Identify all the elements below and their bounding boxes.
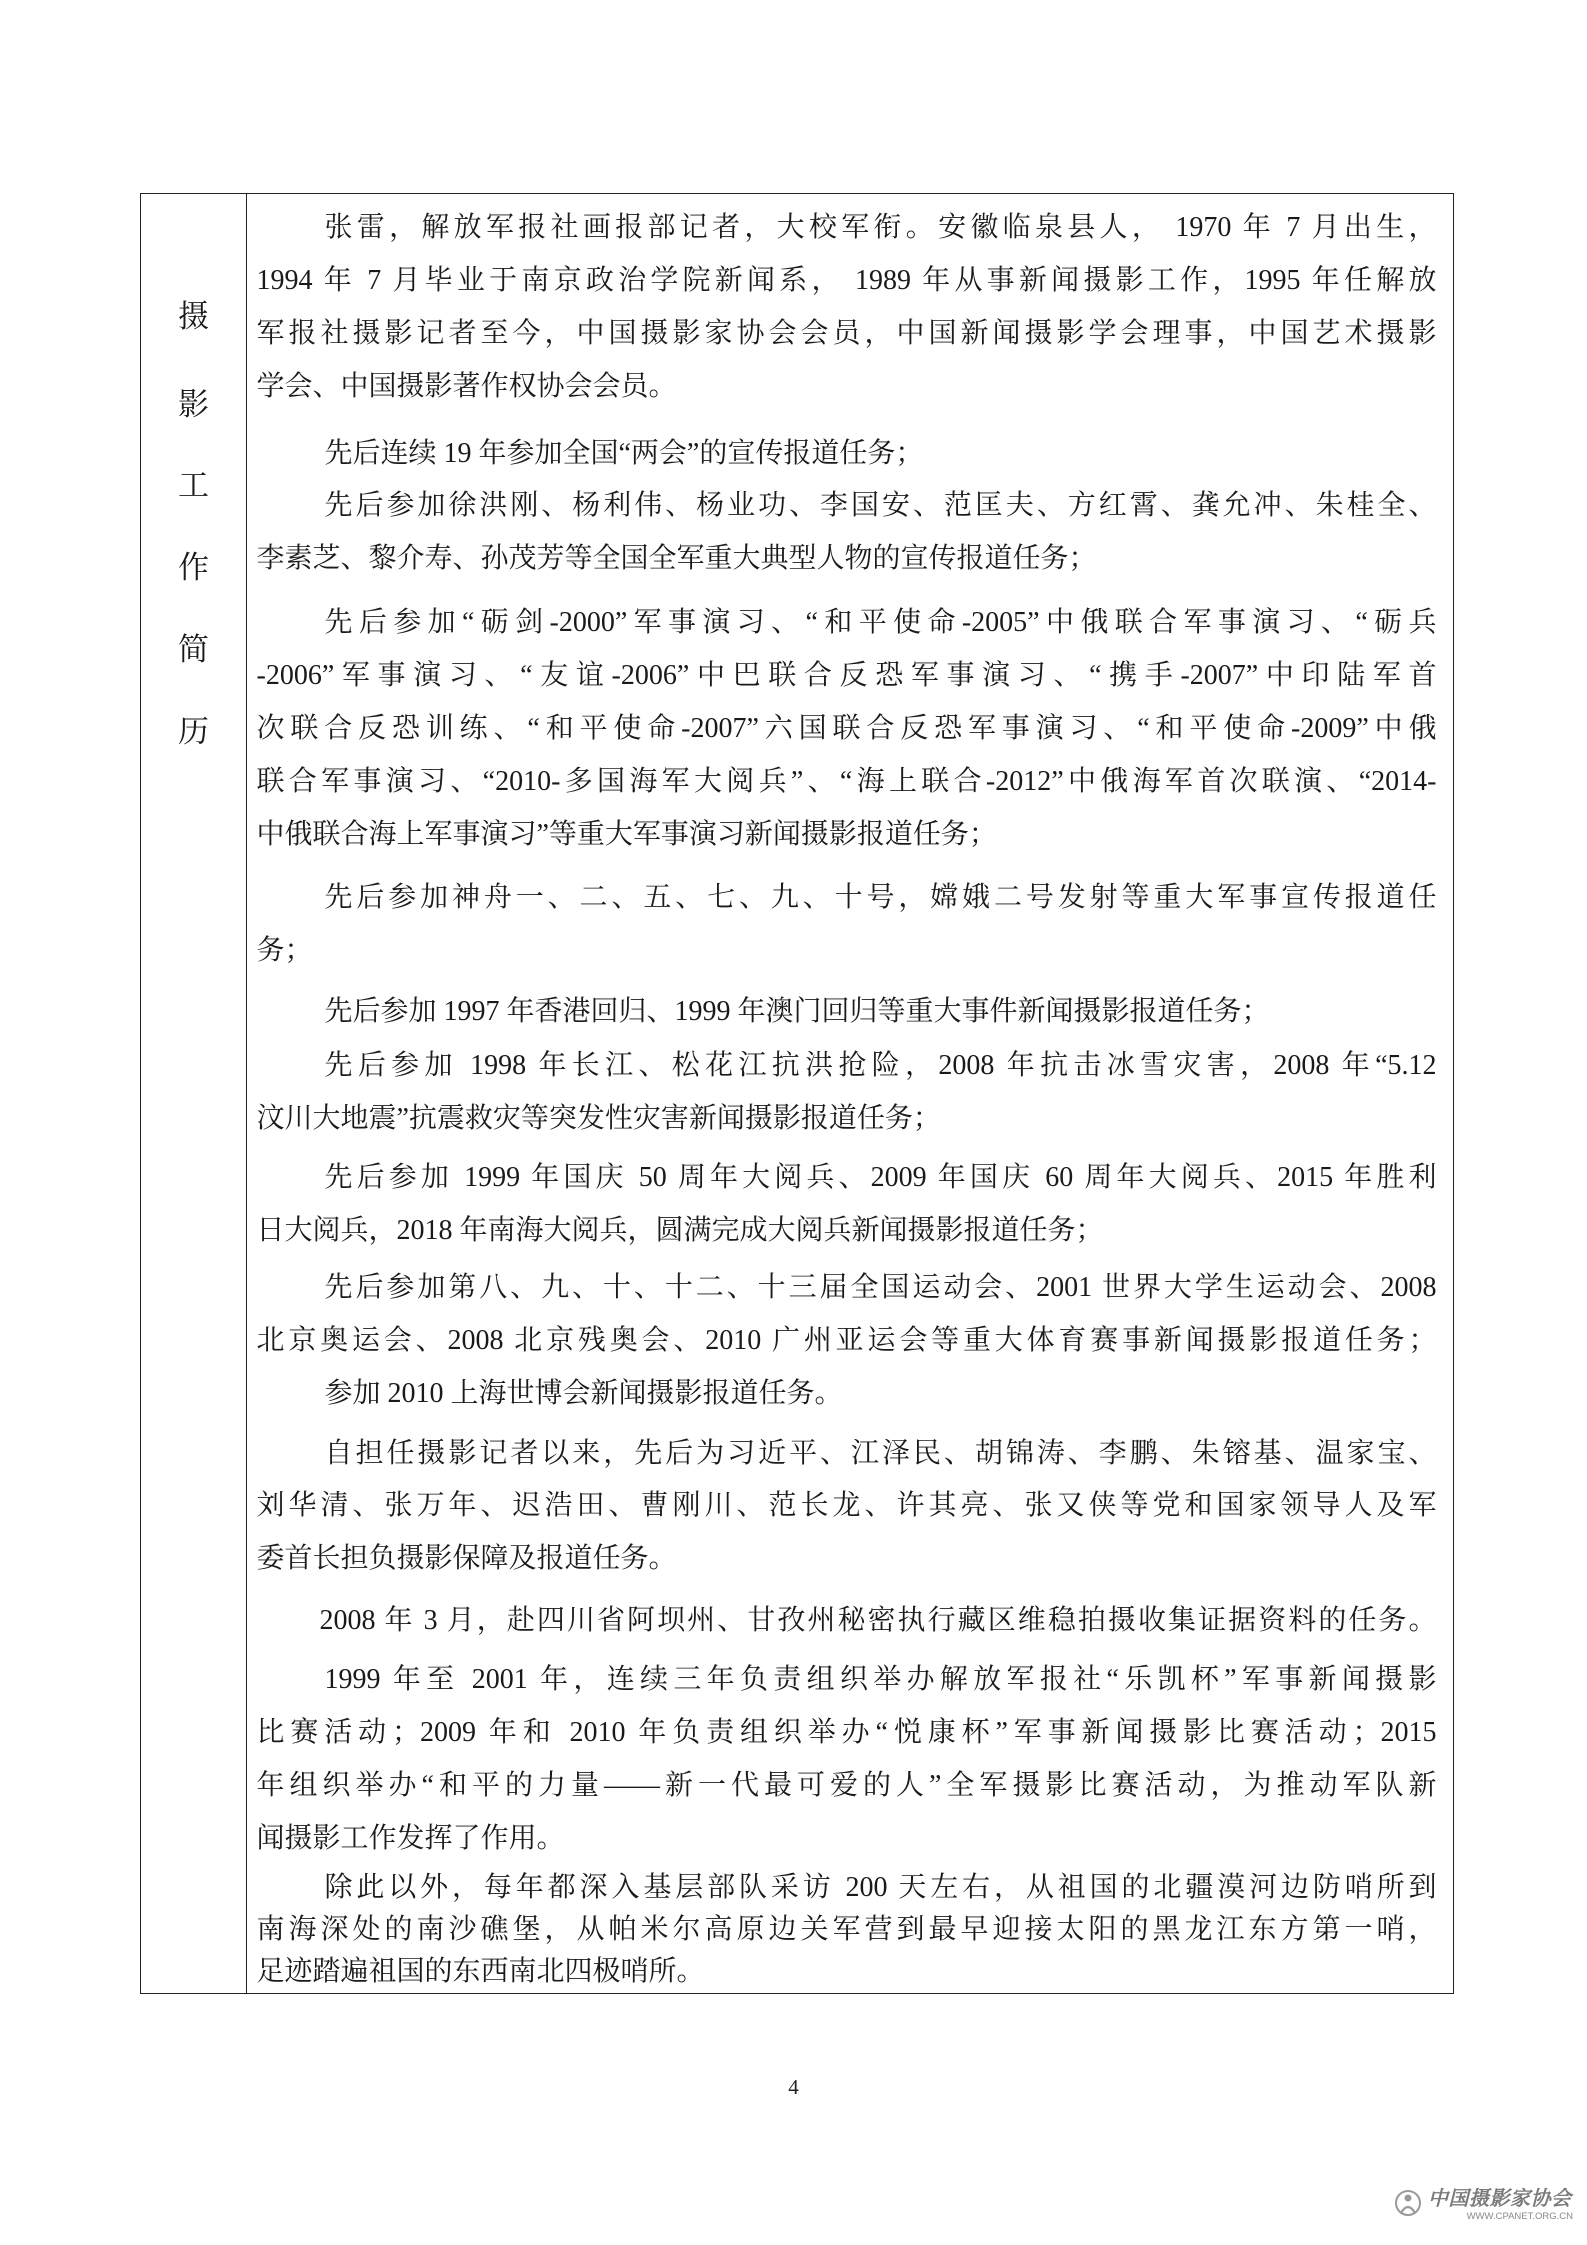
text-line: 自担任摄影记者以来，先后为习近平、江泽民、胡锦涛、李鹏、朱镕基、温家宝、 (324, 1437, 1437, 1469)
text-line: 先后连续 19 年参加全国“两会”的宣传报道任务； (324, 437, 924, 469)
text-line: 李素芝、黎介寿、孙茂芳等全国全军重大典型人物的宣传报道任务； (256, 543, 1097, 575)
text-line: 先后参加第八、九、十、十二、十三届全国运动会、2001 世界大学生运动会、2008 (324, 1271, 1437, 1303)
text-line: 先后参加 1999 年国庆 50 周年大阅兵、2009 年国庆 60 周年大阅兵、2015 年胜利 (324, 1162, 1437, 1194)
text-line: 2008 年 3 月，赴四川省阿坝州、甘孜州秘密执行藏区维稳拍摄收集证据资料的任务。 (319, 1605, 1437, 1637)
paragraph-parades (257, 1152, 1437, 1258)
text-line: 南海深处的南沙礁堡，从帕米尔高原边关军营到最早迎接太阳的黑龙江东方第一哨， (256, 1913, 1437, 1945)
resume-content (257, 202, 1437, 1993)
text-line: 联合军事演习、“2010-多国海军大阅兵”、“海上联合-2012”中俄海军首次联演、“2014- (256, 765, 1437, 797)
text-line: 先后参加神舟一、二、五、七、九、十号，嫦娥二号发射等重大军事宣传报道任 (324, 881, 1437, 913)
paragraph-biography (257, 202, 1437, 414)
text-line: 先后参加徐洪刚、杨利伟、杨业功、李国安、范匡夫、方红霄、龚允冲、朱桂全、 (324, 490, 1437, 522)
text-line: 1999 年至 2001 年，连续三年负责组织举办解放军报社“乐凯杯”军事新闻摄影 (324, 1664, 1437, 1696)
text-line: 1994 年 7 月毕业于南京政治学院新闻系， 1989 年从事新闻摄影工作，1995 年任解放 (256, 264, 1437, 296)
paragraph-handovers (257, 986, 1437, 1039)
paragraph-expo (257, 1368, 1437, 1421)
paragraph-military-exercises (257, 597, 1437, 861)
text-line: 参加 2010 上海世博会新闻摄影报道任务。 (324, 1377, 843, 1409)
paragraph-two-sessions (257, 428, 1437, 481)
section-label-char: 摄 (178, 298, 209, 334)
section-label-char: 工 (178, 467, 209, 503)
watermark-url: WWW.CPANET.ORG.CN (1466, 2211, 1573, 2222)
section-label-char: 历 (178, 713, 209, 749)
text-line: 刘华清、张万年、迟浩田、曹刚川、范长龙、许其亮、张又侠等党和国家领导人及军 (256, 1490, 1437, 1522)
text-line: 汶川大地震”抗震救灾等突发性灾害新闻摄影报道任务； (256, 1103, 941, 1135)
text-line: 先后参加 1997 年香港回归、1999 年澳门回归等重大事件新闻摄影报道任务； (324, 996, 1270, 1028)
section-label-char: 影 (178, 386, 209, 422)
text-line: 年组织举办“和平的力量——新一代最可爱的人”全军摄影比赛活动，为推动军队新 (256, 1769, 1437, 1801)
text-line: 闻摄影工作发挥了作用。 (256, 1822, 565, 1854)
text-line: 比赛活动；2009 年和 2010 年负责组织举办“悦康杯”军事新闻摄影比赛活动；2015 (256, 1717, 1437, 1749)
text-line: 张雷，解放军报社画报部记者，大校军衔。安徽临泉县人， 1970 年 7 月出生， (324, 212, 1437, 243)
text-line: 军报社摄影记者至今，中国摄影家协会会员，中国新闻摄影学会理事，中国艺术摄影 (256, 317, 1437, 349)
text-line: 中俄联合海上军事演习”等重大军事演习新闻摄影报道任务； (256, 818, 997, 850)
text-line: 务； (256, 934, 313, 966)
paragraph-competitions (257, 1654, 1437, 1866)
paragraph-sports-events (257, 1262, 1437, 1368)
section-label-char: 作 (178, 549, 209, 585)
paragraph-space-launches (257, 872, 1437, 978)
paragraph-disaster-relief (257, 1040, 1437, 1146)
watermark-logo-text: 中国摄影家协会 (1428, 2188, 1572, 2210)
text-line: 北京奥运会、2008 北京残奥会、2010 广州亚运会等重大体育赛事新闻摄影报道任务； (256, 1324, 1437, 1356)
text-line: 学会、中国摄影著作权协会会员。 (256, 370, 677, 402)
text-line: 足迹踏遍祖国的东西南北四极哨所。 (256, 1955, 705, 1987)
text-line: 先后参加 1998 年长江、松花江抗洪抢险，2008 年抗击冰雪灾害，2008 年“5.12 (324, 1050, 1437, 1082)
cpa-logo-icon (1392, 2186, 1424, 2222)
paragraph-frontier-outposts (257, 1867, 1437, 1993)
text-line: 日大阅兵，2018 年南海大阅兵，圆满完成大阅兵新闻摄影报道任务； (256, 1215, 1104, 1247)
paragraph-leaders (257, 1428, 1437, 1587)
text-line: -2006”军事演习、“友谊-2006”中巴联合反恐军事演习、“携手-2007”中印陆军首 (256, 660, 1437, 692)
paragraph-sichuan-mission (257, 1595, 1437, 1648)
text-line: 除此以外，每年都深入基层部队采访 200 天左右，从祖国的北疆漠河边防哨所到 (324, 1871, 1437, 1903)
section-label-char: 简 (178, 631, 209, 667)
page-number: 4 (788, 2075, 799, 2099)
text-line: 委首长担负摄影保障及报道任务。 (256, 1543, 677, 1575)
paragraph-typical-figures (257, 480, 1437, 586)
text-line: 先后参加“砺剑-2000”军事演习、“和平使命-2005”中俄联合军事演习、“砺兵 (324, 607, 1437, 639)
section-label-column (141, 194, 247, 1993)
text-line: 次联合反恐训练、“和平使命-2007”六国联合反恐军事演习、“和平使命-2009”中俄 (256, 713, 1437, 745)
resume-table (140, 193, 1454, 1994)
